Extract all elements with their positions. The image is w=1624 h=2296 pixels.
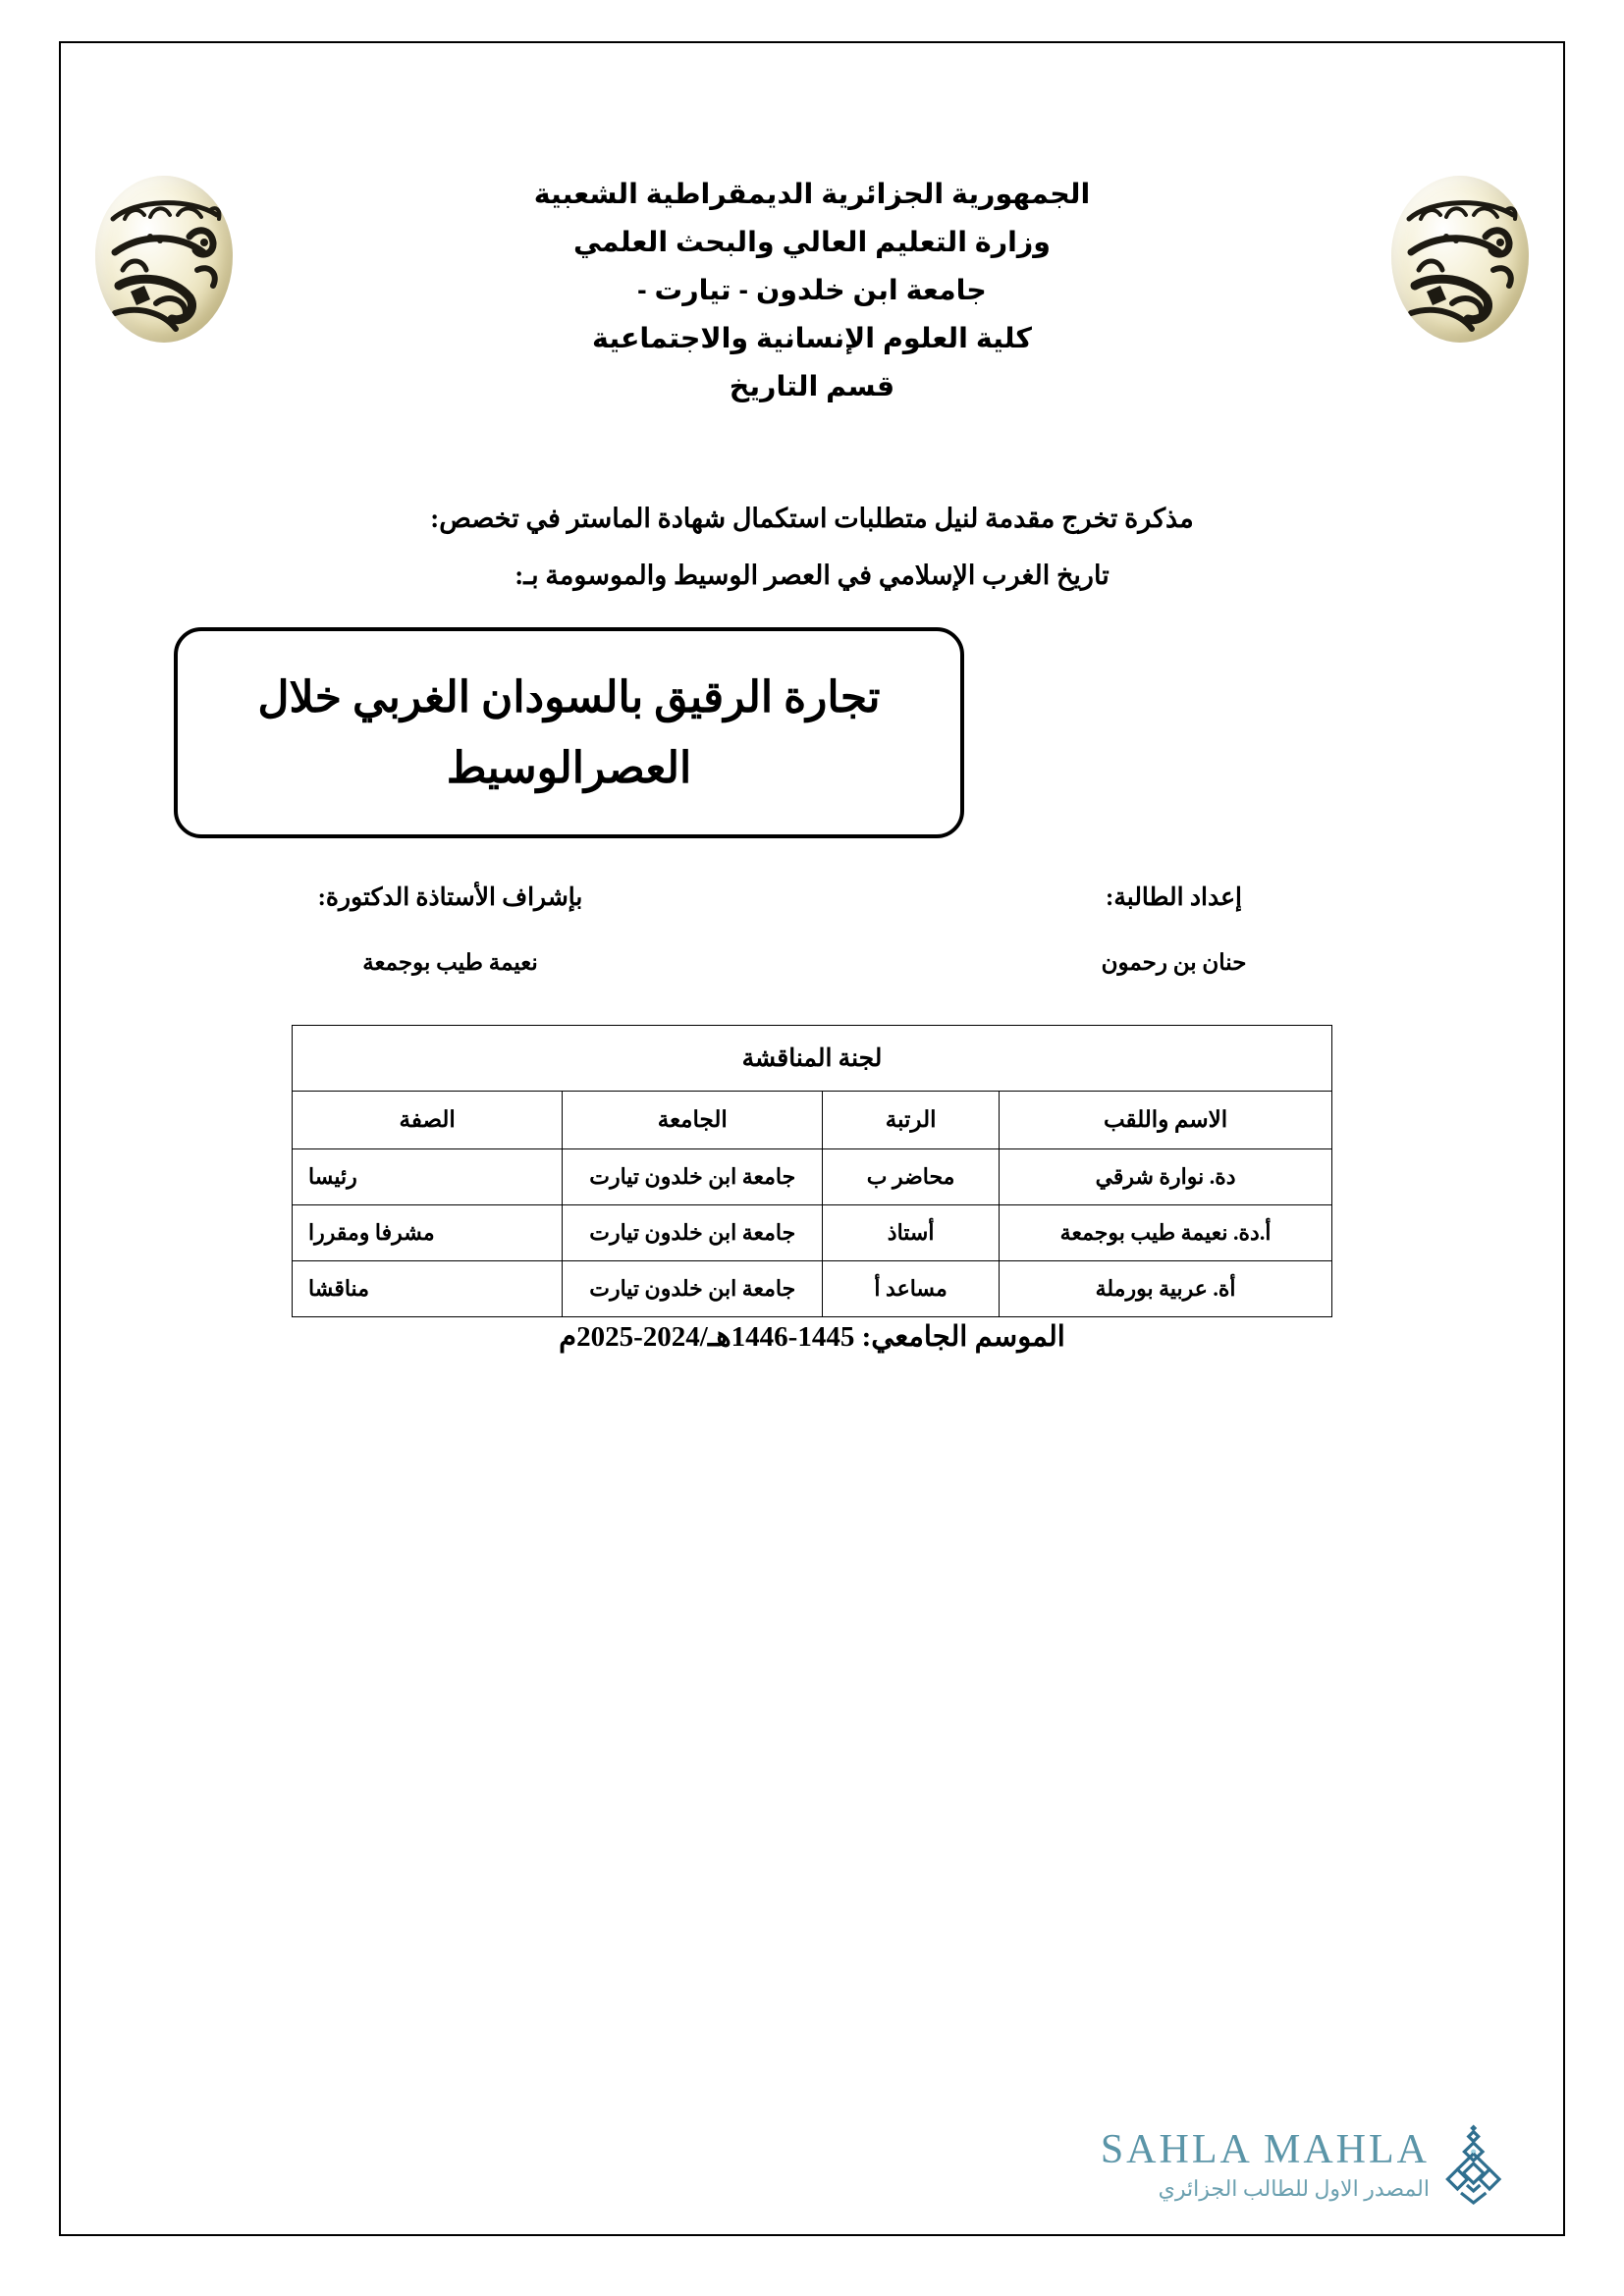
- jury-row-3-rank: مساعد أ: [823, 1261, 1000, 1317]
- brand-name: SAHLA MAHLA: [1100, 2127, 1430, 2172]
- table-row: [293, 1205, 1332, 1261]
- student-block: [878, 882, 1470, 977]
- supervisor-name: نعيمة طيب بوجمعة: [362, 949, 538, 975]
- thesis-title-line-2: العصرالوسيط: [446, 743, 692, 792]
- table-row: [293, 1149, 1332, 1205]
- degree-statement: [130, 490, 1494, 604]
- jury-col-role: الصفة: [293, 1092, 563, 1149]
- jury-caption: لجنة المناقشة: [293, 1026, 1332, 1092]
- student-name: حنان بن رحمون: [1101, 949, 1247, 975]
- degree-statement-line-2: تاريخ الغرب الإسلامي في العصر الوسيط والموسومة بـ:: [514, 561, 1110, 591]
- page-content: [61, 43, 1563, 2234]
- institution-header-text: [61, 171, 1563, 411]
- thesis-title-box: [174, 627, 964, 838]
- jury-table-wrapper: [61, 1025, 1563, 1317]
- jury-caption-row: [293, 1026, 1332, 1092]
- degree-statement-line-1: مذكرة تخرج مقدمة لنيل متطلبات استكمال شهادة الماستر في تخصص:: [430, 504, 1194, 533]
- header-line-university: جامعة ابن خلدون - تيارت -: [637, 275, 987, 307]
- brand-watermark: [61, 2124, 1563, 2205]
- jury-col-rank: الرتبة: [823, 1092, 1000, 1149]
- header-line-faculty: كلية العلوم الإنسانية والاجتماعية: [592, 323, 1032, 355]
- jury-col-name: الاسم واللقب: [1000, 1092, 1332, 1149]
- jury-row-1-name: دة. نوارة شرقي: [1000, 1149, 1332, 1205]
- page-border: [59, 41, 1565, 2236]
- header-line-department: قسم التاريخ: [729, 371, 895, 403]
- student-label: إعداد الطالبة:: [1106, 884, 1242, 911]
- jury-col-university: الجامعة: [563, 1092, 823, 1149]
- academic-year: [61, 1319, 1563, 1354]
- jury-row-3-university: جامعة ابن خلدون تيارت: [563, 1261, 823, 1317]
- brand-tagline: المصدر الاول للطالب الجزائري: [1158, 2176, 1430, 2201]
- page-header: [61, 171, 1563, 436]
- supervisor-label: بإشراف الأستاذة الدكتورة:: [317, 884, 583, 911]
- header-line-ministry: وزارة التعليم العالي والبحث العلمي: [572, 227, 1052, 259]
- jury-row-2-rank: أستاذ: [823, 1205, 1000, 1261]
- jury-row-1-university: جامعة ابن خلدون تيارت: [563, 1149, 823, 1205]
- academic-year-text: الموسم الجامعي: 1445-1446هـ/2024-2025م: [559, 1321, 1065, 1353]
- supervisor-block: [154, 882, 746, 977]
- jury-row-2-name: أ.دة. نعيمة طيب بوجمعة: [1000, 1205, 1332, 1261]
- jury-row-3-role: مناقشا: [293, 1261, 563, 1317]
- jury-header-row: [293, 1092, 1332, 1149]
- table-row: [293, 1261, 1332, 1317]
- amazigh-diamond-emblem-icon: [1443, 2124, 1504, 2205]
- jury-row-1-rank: محاضر ب: [823, 1149, 1000, 1205]
- thesis-title-line-1: تجارة الرقيق بالسودان الغربي خلال: [257, 673, 881, 722]
- header-line-country: الجمهورية الجزائرية الديمقراطية الشعبية: [533, 179, 1091, 210]
- jury-row-2-role: مشرفا ومقررا: [293, 1205, 563, 1261]
- jury-table: [292, 1025, 1332, 1317]
- jury-row-2-university: جامعة ابن خلدون تيارت: [563, 1205, 823, 1261]
- authors-section: [154, 882, 1470, 977]
- jury-row-1-role: رئيسا: [293, 1149, 563, 1205]
- jury-row-3-name: أة. عربية بورملة: [1000, 1261, 1332, 1317]
